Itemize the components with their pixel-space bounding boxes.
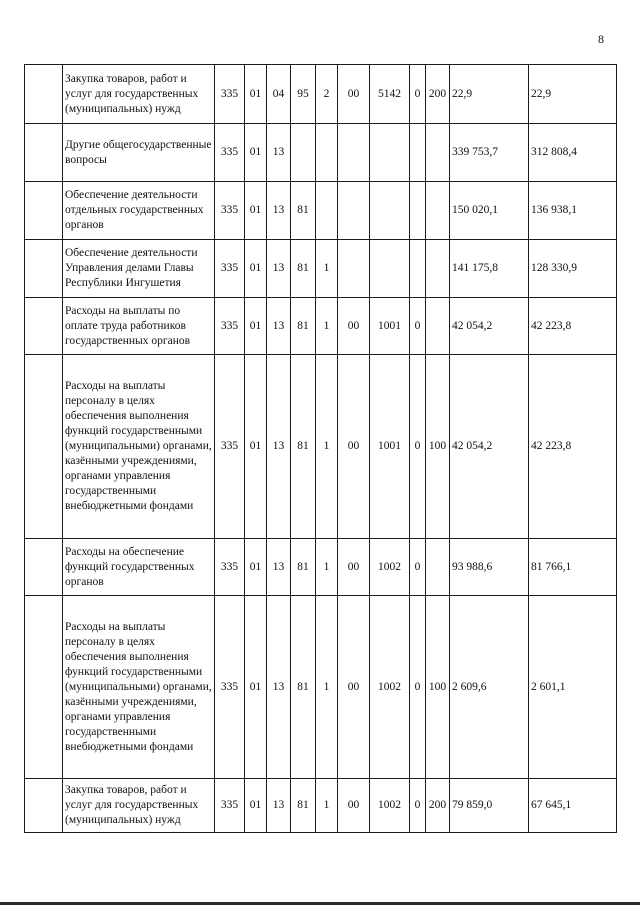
- event-code: 00: [338, 355, 370, 539]
- subsection-code: 13: [267, 539, 291, 596]
- subsection-code: 13: [267, 182, 291, 240]
- expense-type-code: 200: [426, 65, 450, 124]
- expense-name: Расходы на выплаты по оплате труда работников государственных органов: [63, 298, 215, 355]
- direction-code: 5142: [370, 65, 410, 124]
- expense-type-code: 200: [426, 779, 450, 833]
- program-code: 81: [291, 182, 316, 240]
- ved-code: 335: [215, 65, 245, 124]
- suffix-code: 0: [410, 65, 426, 124]
- row-number-cell: [25, 240, 63, 298]
- amount-year-1: 2 609,6: [450, 596, 529, 779]
- expense-type-code: [426, 298, 450, 355]
- event-code: 00: [338, 779, 370, 833]
- row-number-cell: [25, 539, 63, 596]
- direction-code: 1002: [370, 539, 410, 596]
- direction-code: 1002: [370, 596, 410, 779]
- section-code: 01: [245, 779, 267, 833]
- amount-year-1: 141 175,8: [450, 240, 529, 298]
- amount-year-2: 42 223,8: [529, 355, 617, 539]
- program-code: 95: [291, 65, 316, 124]
- ved-code: 335: [215, 779, 245, 833]
- row-number-cell: [25, 298, 63, 355]
- event-code: [338, 182, 370, 240]
- expense-name: Расходы на выплаты персоналу в целях обеспечения выполнения функций государственными (муниципальными) органами, казёнными учреждениями, органами управления государственными внебюджетными фондами: [63, 355, 215, 539]
- suffix-code: 0: [410, 539, 426, 596]
- amount-year-2: 136 938,1: [529, 182, 617, 240]
- subsection-code: 13: [267, 240, 291, 298]
- section-code: 01: [245, 355, 267, 539]
- subprogram-code: 1: [316, 779, 338, 833]
- amount-year-2: 2 601,1: [529, 596, 617, 779]
- direction-code: [370, 182, 410, 240]
- expense-type-code: [426, 240, 450, 298]
- program-code: [291, 124, 316, 182]
- suffix-code: [410, 124, 426, 182]
- suffix-code: [410, 182, 426, 240]
- subprogram-code: 1: [316, 355, 338, 539]
- subprogram-code: [316, 182, 338, 240]
- section-code: 01: [245, 539, 267, 596]
- amount-year-2: 312 808,4: [529, 124, 617, 182]
- program-code: 81: [291, 240, 316, 298]
- direction-code: 1001: [370, 355, 410, 539]
- suffix-code: 0: [410, 355, 426, 539]
- suffix-code: 0: [410, 779, 426, 833]
- program-code: 81: [291, 596, 316, 779]
- subsection-code: 13: [267, 124, 291, 182]
- page-number: 8: [598, 32, 604, 46]
- direction-code: [370, 240, 410, 298]
- suffix-code: [410, 240, 426, 298]
- ved-code: 335: [215, 298, 245, 355]
- section-code: 01: [245, 240, 267, 298]
- suffix-code: 0: [410, 596, 426, 779]
- subsection-code: 13: [267, 298, 291, 355]
- expense-type-code: 100: [426, 596, 450, 779]
- program-code: 81: [291, 539, 316, 596]
- ved-code: 335: [215, 596, 245, 779]
- expense-name: Обеспечение деятельности Управления делами Главы Республики Ингушетия: [63, 240, 215, 298]
- expense-type-code: [426, 124, 450, 182]
- table-row: [25, 240, 617, 298]
- ved-code: 335: [215, 539, 245, 596]
- subsection-code: 13: [267, 779, 291, 833]
- amount-year-1: 150 020,1: [450, 182, 529, 240]
- expense-name: Закупка товаров, работ и услуг для государственных (муниципальных) нужд: [63, 779, 215, 833]
- event-code: 00: [338, 539, 370, 596]
- table-row: [25, 539, 617, 596]
- table-row: [25, 779, 617, 833]
- table-row: [25, 596, 617, 779]
- direction-code: 1001: [370, 298, 410, 355]
- amount-year-1: 42 054,2: [450, 298, 529, 355]
- table-row: [25, 124, 617, 182]
- table-row: [25, 298, 617, 355]
- expense-type-code: 100: [426, 355, 450, 539]
- amount-year-2: 67 645,1: [529, 779, 617, 833]
- subprogram-code: 1: [316, 298, 338, 355]
- subsection-code: 13: [267, 596, 291, 779]
- ved-code: 335: [215, 124, 245, 182]
- amount-year-1: 22,9: [450, 65, 529, 124]
- suffix-code: 0: [410, 298, 426, 355]
- table-row: [25, 355, 617, 539]
- budget-table: [24, 64, 617, 833]
- expense-type-code: [426, 182, 450, 240]
- program-code: 81: [291, 298, 316, 355]
- subsection-code: 04: [267, 65, 291, 124]
- table-row: [25, 182, 617, 240]
- subsection-code: 13: [267, 355, 291, 539]
- amount-year-2: 81 766,1: [529, 539, 617, 596]
- program-code: 81: [291, 779, 316, 833]
- section-code: 01: [245, 596, 267, 779]
- expense-name: Обеспечение деятельности отдельных государственных органов: [63, 182, 215, 240]
- direction-code: 1002: [370, 779, 410, 833]
- section-code: 01: [245, 298, 267, 355]
- amount-year-2: 42 223,8: [529, 298, 617, 355]
- row-number-cell: [25, 779, 63, 833]
- amount-year-1: 42 054,2: [450, 355, 529, 539]
- event-code: 00: [338, 298, 370, 355]
- ved-code: 335: [215, 240, 245, 298]
- section-code: 01: [245, 65, 267, 124]
- row-number-cell: [25, 182, 63, 240]
- expense-name: Закупка товаров, работ и услуг для государственных (муниципальных) нужд: [63, 65, 215, 124]
- expense-name: Расходы на обеспечение функций государственных органов: [63, 539, 215, 596]
- amount-year-1: 339 753,7: [450, 124, 529, 182]
- row-number-cell: [25, 124, 63, 182]
- subprogram-code: 1: [316, 240, 338, 298]
- ved-code: 335: [215, 182, 245, 240]
- section-code: 01: [245, 182, 267, 240]
- expense-name: Другие общегосударственные вопросы: [63, 124, 215, 182]
- expense-name: Расходы на выплаты персоналу в целях обеспечения выполнения функций государственными (муниципальными) органами, казёнными учреждениями, органами управления государственными внебюджетными фондами: [63, 596, 215, 779]
- amount-year-1: 93 988,6: [450, 539, 529, 596]
- subprogram-code: 2: [316, 65, 338, 124]
- event-code: 00: [338, 65, 370, 124]
- expense-type-code: [426, 539, 450, 596]
- row-number-cell: [25, 596, 63, 779]
- subprogram-code: 1: [316, 539, 338, 596]
- table-row: [25, 65, 617, 124]
- section-code: 01: [245, 124, 267, 182]
- row-number-cell: [25, 355, 63, 539]
- amount-year-2: 22,9: [529, 65, 617, 124]
- subprogram-code: [316, 124, 338, 182]
- ved-code: 335: [215, 355, 245, 539]
- amount-year-1: 79 859,0: [450, 779, 529, 833]
- row-number-cell: [25, 65, 63, 124]
- amount-year-2: 128 330,9: [529, 240, 617, 298]
- subprogram-code: 1: [316, 596, 338, 779]
- event-code: [338, 240, 370, 298]
- event-code: 00: [338, 596, 370, 779]
- direction-code: [370, 124, 410, 182]
- program-code: 81: [291, 355, 316, 539]
- event-code: [338, 124, 370, 182]
